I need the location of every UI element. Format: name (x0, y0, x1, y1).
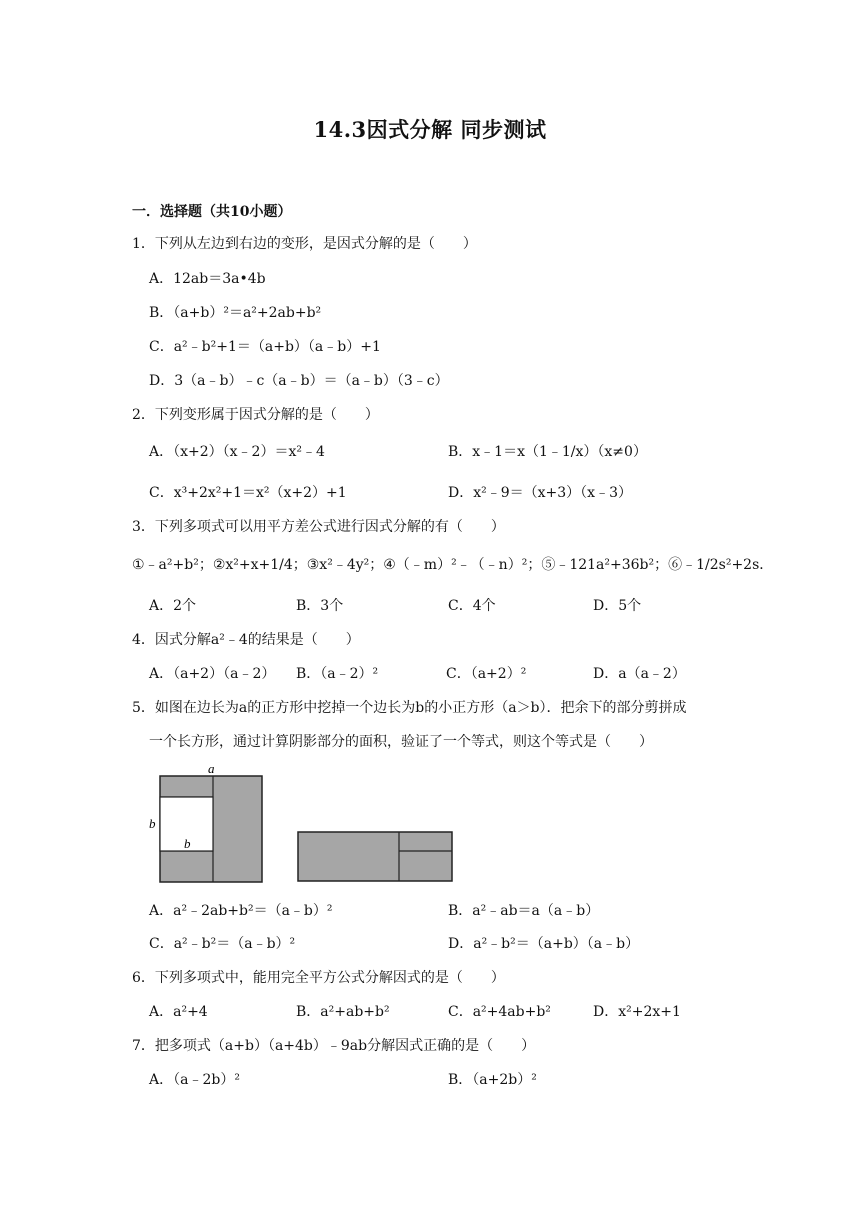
question-5-stem-line2: 一个长方形，通过计算阴影部分的面积，验证了一个等式，则这个等式是（ ） (149, 734, 653, 750)
cut-square (149, 762, 262, 882)
question-3-option-d: D．5个 (593, 598, 642, 614)
question-7-stem: 7．把多项式（a+b）（a+4b）﹣9ab分解因式正确的是（ ） (132, 1038, 536, 1054)
question-2-option-b: B．x﹣1＝x（1﹣1/x）（x≠0） (448, 444, 647, 460)
question-7-option-a: A．（a﹣2b）² (149, 1072, 240, 1088)
question-6-stem: 6．下列多项式中，能用完全平方公式分解因式的是（ ） (132, 970, 505, 986)
question-5-option-c: C．a²﹣b²＝（a﹣b）² (149, 936, 296, 952)
question-4-option-c: C．（a+2）² (446, 666, 527, 682)
question-6-option-a: A．a²+4 (149, 1004, 208, 1020)
question-1-option-a: A．12ab＝3a•4b (149, 271, 266, 287)
question-6-option-c: C．a²+4ab+b² (448, 1004, 551, 1020)
question-4-option-d: D．a（a﹣2） (593, 666, 686, 682)
label-b-left: b (149, 816, 156, 831)
question-2-option-d: D．x²﹣9＝（x+3）（x﹣3） (448, 485, 632, 501)
question-4-stem: 4．因式分解a²﹣4的结果是（ ） (132, 632, 360, 648)
question-2-option-a: A．（x+2）（x﹣2）＝x²﹣4 (149, 444, 325, 460)
question-3-items: ①﹣a²+b²；②x²+x+1/4；③x²﹣4y²；④（﹣m）²﹣（﹣n）²；⑤﹣121a²+36b²；⑥﹣1/2s²+2s． (132, 557, 774, 573)
question-6-option-b: B．a²+ab+b² (296, 1004, 390, 1020)
question-5-option-a: A．a²﹣2ab+b²＝（a﹣b）² (149, 903, 333, 919)
question-5-option-b: B．a²﹣ab＝a（a﹣b） (448, 903, 600, 919)
question-5-option-d: D．a²﹣b²＝（a+b）（a﹣b） (448, 936, 640, 952)
question-1-option-c: C．a²﹣b²+1＝（a+b）（a﹣b）+1 (149, 339, 381, 355)
question-5-stem-line1: 5．如图在边长为a的正方形中挖掉一个边长为b的小正方形（a＞b）．把余下的部分剪拼成 (132, 700, 687, 716)
question-1-option-d: D．3（a﹣b）﹣c（a﹣b）＝（a﹣b）（3﹣c） (149, 373, 449, 389)
question-1-option-b: B．（a+b）²＝a²+2ab+b² (149, 305, 322, 321)
page-title: 14.3因式分解 同步测试 (313, 117, 547, 142)
label-a: a (208, 762, 215, 776)
question-6-option-d: D．x²+2x+1 (593, 1004, 681, 1020)
outer-rectangle (298, 832, 452, 881)
question-5-figure (140, 762, 470, 890)
question-4-option-b: B．（a﹣2）² (296, 666, 379, 682)
question-4-option-a: A．（a+2）（a﹣2） (149, 666, 276, 682)
question-3-option-b: B．3个 (296, 598, 344, 614)
question-3-option-a: A．2个 (149, 598, 197, 614)
question-7-option-b: B．（a+2b）² (448, 1072, 537, 1088)
question-3-option-c: C．4个 (448, 598, 496, 614)
rearranged-rectangle (298, 832, 452, 881)
label-b-inner: b (184, 836, 191, 851)
question-2-stem: 2．下列变形属于因式分解的是（ ） (132, 407, 379, 423)
question-1-stem: 1．下列从左边到右边的变形，是因式分解的是（ ） (132, 236, 477, 252)
question-3-stem: 3．下列多项式可以用平方差公式进行因式分解的有（ ） (132, 519, 505, 535)
question-2-option-c: C．x³+2x²+1＝x²（x+2）+1 (149, 485, 347, 501)
section-heading: 一．选择题（共10小题） (132, 204, 292, 220)
